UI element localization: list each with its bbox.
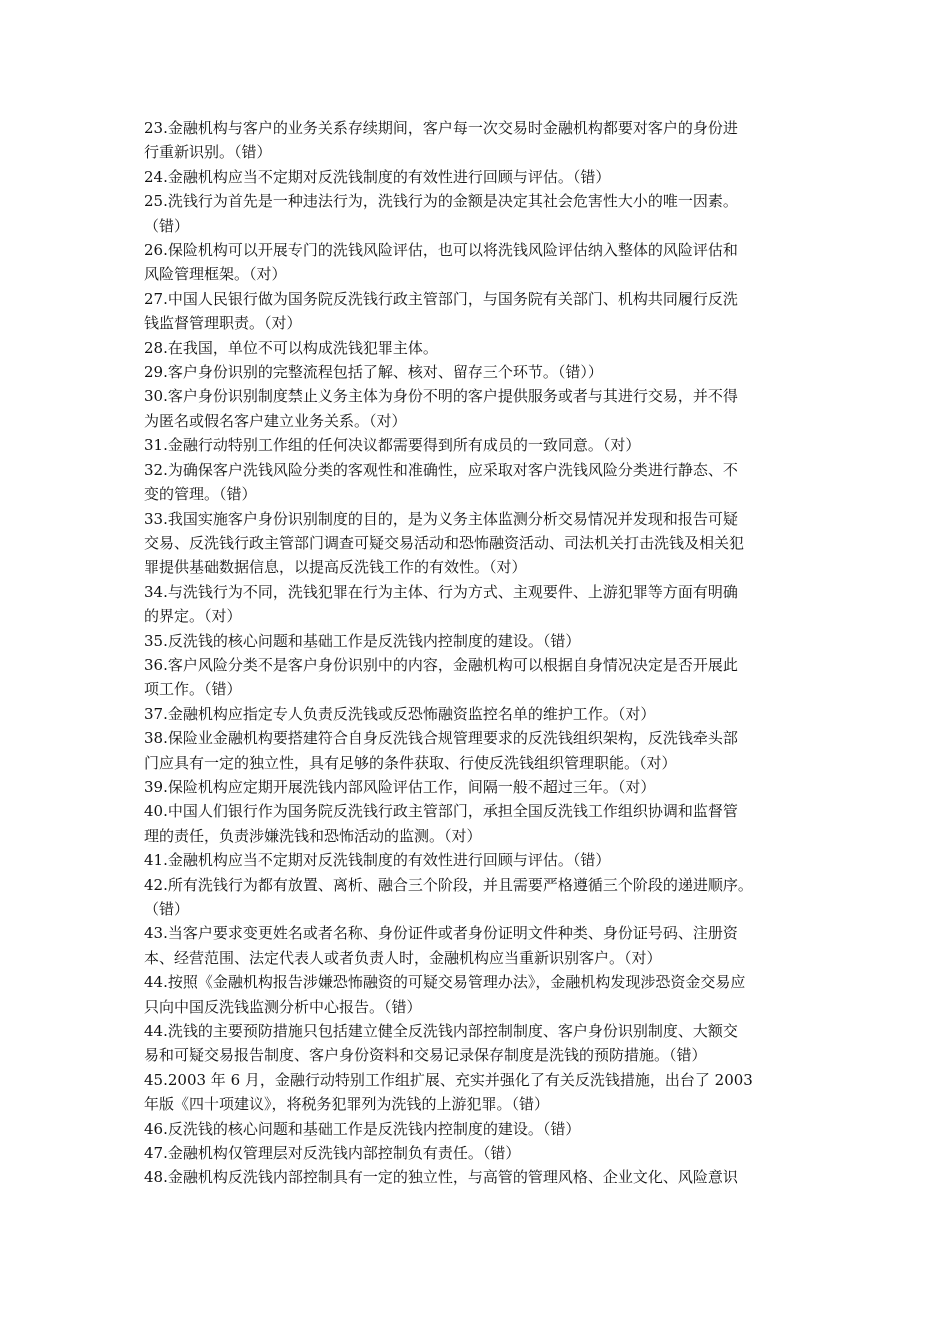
text-line: 32.为确保客户洗钱风险分类的客观性和准确性，应采取对客户洗钱风险分类进行静态、不 (144, 460, 738, 479)
text-line: 35.反洗钱的核心问题和基础工作是反洗钱内控制度的建设。（错） (144, 631, 581, 650)
text-line: 33.我国实施客户身份识别制度的目的，是为义务主体监测分析交易情况并发现和报告可疑 (144, 509, 738, 528)
text-line: 行重新识别。（错） (144, 143, 272, 162)
text-line: 24.金融机构应当不定期对反洗钱制度的有效性进行回顾与评估。（错） (144, 167, 611, 186)
text-line: 只向中国反洗钱监测分析中心报告。（错） (144, 997, 422, 1016)
text-line: 本、经营范围、法定代表人或者负责人时，金融机构应当重新识别客户。（对） (144, 948, 662, 967)
question-list (144, 116, 810, 1190)
text-line: 39.保险机构应定期开展洗钱内部风险评估工作，间隔一般不超过三年。（对） (144, 777, 656, 796)
text-line: （错） (144, 900, 190, 918)
text-line: 41.金融机构应当不定期对反洗钱制度的有效性进行回顾与评估。（错） (144, 851, 611, 870)
text-line: （错） (144, 216, 190, 235)
text-line: 46.反洗钱的核心问题和基础工作是反洗钱内控制度的建设。（错） (144, 1119, 581, 1138)
text-line: 26.保险机构可以开展专门的洗钱风险评估，也可以将洗钱风险评估纳入整体的风险评估和 (144, 241, 738, 260)
text-line: 风险管理框架。（对） (144, 265, 287, 284)
text-line: 为匿名或假名客户建立业务关系。（对） (144, 411, 407, 430)
text-line: 45.2003 年 6 月，金融行动特别工作组扩展、充实并强化了有关反洗钱措施，出台了 2003 (144, 1070, 753, 1089)
text-line: 31.金融行动特别工作组的任何决议都需要得到所有成员的一致同意。（对） (144, 436, 641, 455)
text-line: 37.金融机构应指定专人负责反洗钱或反恐怖融资监控名单的维护工作。（对） (144, 704, 656, 723)
text-line: 34.与洗钱行为不同，洗钱犯罪在行为主体、行为方式、主观要件、上游犯罪等方面有明确 (144, 582, 738, 601)
text-line: 44.洗钱的主要预防措施只包括建立健全反洗钱内部控制制度、客户身份识别制度、大额交 (144, 1022, 738, 1041)
text-line: 的界定。（对） (144, 607, 242, 626)
text-line: 钱监督管理职责。（对） (144, 314, 302, 333)
text-line: 48.金融机构反洗钱内部控制具有一定的独立性，与高管的管理风格、企业文化、风险意识 (144, 1168, 738, 1187)
text-line: 36.客户风险分类不是客户身份识别中的内容，金融机构可以根据自身情况决定是否开展此 (144, 655, 738, 674)
text-line: 易和可疑交易报告制度、客户身份资料和交易记录保存制度是洗钱的预防措施。（错） (144, 1046, 707, 1065)
text-line: 年版《四十项建议》，将税务犯罪列为洗钱的上游犯罪。（错） (144, 1095, 550, 1114)
text-line: 47.金融机构仅管理层对反洗钱内部控制负有责任。（错） (144, 1144, 521, 1163)
text-line: 项工作。（错） (144, 680, 242, 699)
text-line: 25.洗钱行为首先是一种违法行为，洗钱行为的金额是决定其社会危害性大小的唯一因素。 (144, 192, 738, 211)
text-line: 44.按照《金融机构报告涉嫌恐怖融资的可疑交易管理办法》，金融机构发现涉恐资金交易应 (144, 973, 746, 992)
text-line: 交易、反洗钱行政主管部门调查可疑交易活动和恐怖融资活动、司法机关打击洗钱及相关犯 (144, 533, 745, 552)
text-line: 40.中国人们银行作为国务院反洗钱行政主管部门，承担全国反洗钱工作组织协调和监督管 (144, 802, 738, 821)
text-line: 30.客户身份识别制度禁止义务主体为身份不明的客户提供服务或者与其进行交易，并不得 (144, 387, 738, 406)
text-line: 罪提供基础数据信息，以提高反洗钱工作的有效性。（对） (144, 558, 527, 577)
text-line: 27.中国人民银行做为国务院反洗钱行政主管部门，与国务院有关部门、机构共同履行反洗 (144, 289, 738, 308)
text-line: 变的管理。（错） (144, 485, 257, 504)
text-line: 门应具有一定的独立性，具有足够的条件获取、行使反洗钱组织管理职能。（对） (144, 753, 677, 772)
text-line: 23.金融机构与客户的业务关系存续期间，客户每一次交易时金融机构都要对客户的身份进 (144, 119, 738, 137)
text-line: 29.客户身份识别的完整流程包括了解、核对、留存三个环节。（错）） (144, 363, 603, 382)
text-line: 28.在我国，单位不可以构成洗钱犯罪主体。 (144, 338, 438, 357)
text-line: 42.所有洗钱行为都有放置、离析、融合三个阶段，并且需要严格遵循三个阶段的递进顺序。 (144, 875, 753, 894)
text-line: 38.保险业金融机构要搭建符合自身反洗钱合规管理要求的反洗钱组织架构，反洗钱牵头部 (144, 729, 738, 748)
text-line: 43.当客户要求变更姓名或者名称、身份证件或者身份证明文件种类、身份证号码、注册资 (144, 924, 738, 943)
text-line: 理的责任，负责涉嫌洗钱和恐怖活动的监测。（对） (144, 826, 482, 845)
